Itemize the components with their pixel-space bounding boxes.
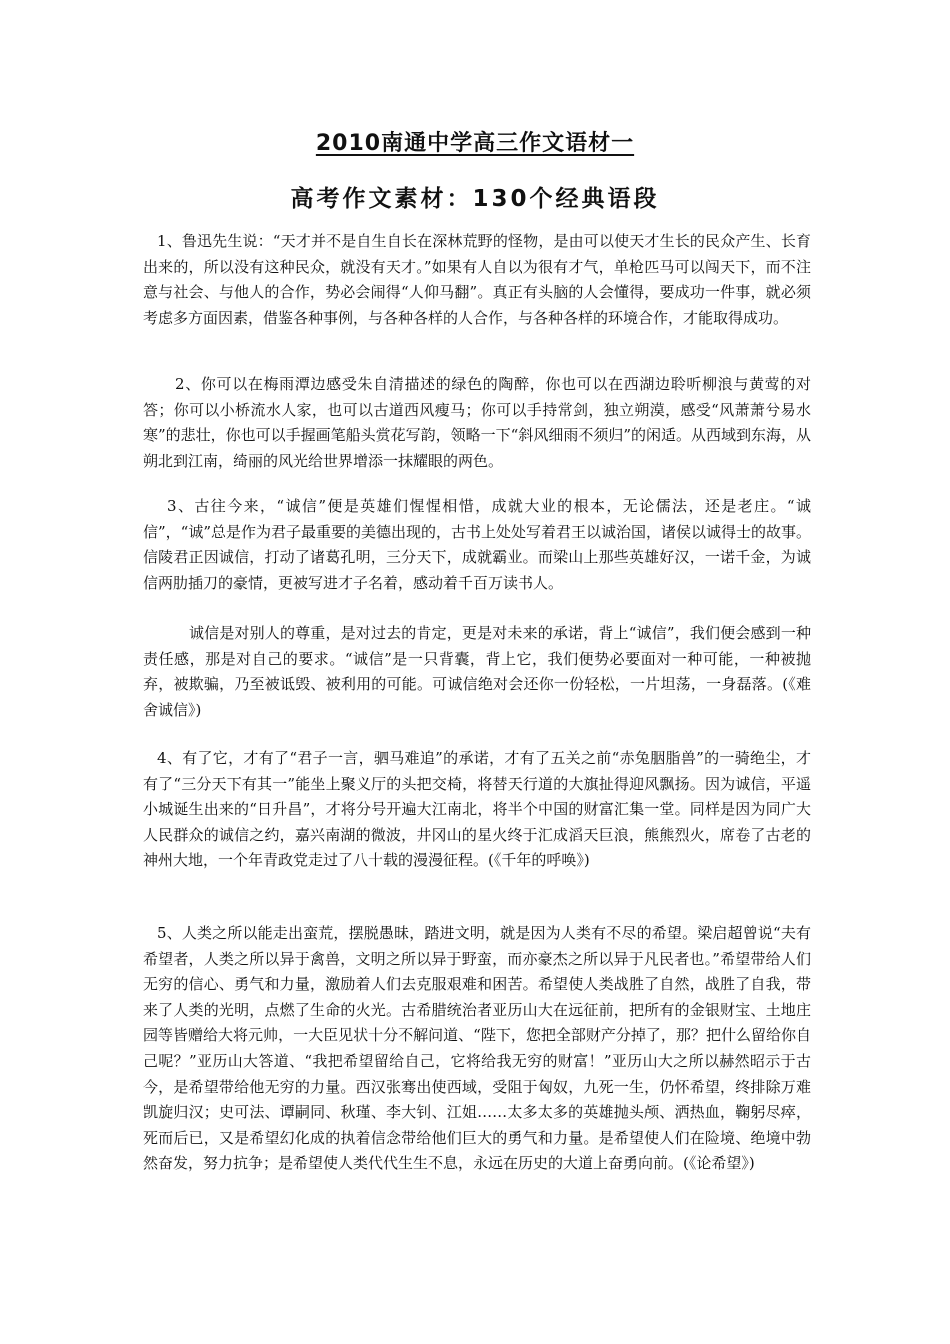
document-title-text: 2010南通中学高三作文语材一 bbox=[315, 131, 635, 156]
paragraph-2: 2、你可以在梅雨潭边感受朱自清描述的绿色的陶醉，你也可以在西湖边聆听柳浪与黄莺的对答；你可以小桥流水人家，也可以古道西风瘦马；你可以手持常剑，独立朔漠，感受“风萧萧兮易水寒”的悲壮，你也可以手握画笔船头赏花写韵，领略一下“斜风细雨不须归”的闲适。从西域到东海，从朔北到江南，绮丽的风光给世界增添一抹耀眼的两色。 bbox=[143, 375, 812, 470]
document-title bbox=[0, 129, 950, 159]
document-subtitle: 高考作文素材：130个经典语段 bbox=[290, 186, 660, 212]
paragraph-3: 3、古往今来，“诚信”便是英雄们惺惺相惜，成就大业的根本，无论儒法，还是老庄。“诚信”，“诚”总是作为君子最重要的美德出现的，古书上处处写着君王以诚治国，诸侯以诚得士的故事。信陵君正因诚信，打动了诸葛孔明，三分天下，成就霸业。而梁山上那些英雄好汉，一诺千金，为诚信两肋插刀的豪情，更被写进才子名着，感动着千百万读书人。 bbox=[143, 497, 812, 592]
paragraph-5: 5、人类之所以能走出蛮荒，摆脱愚昧，踏进文明，就是因为人类有不尽的希望。梁启超曾说“夫有希望者，人类之所以异于禽兽，文明之所以异于野蛮，而亦豪杰之所以异于凡民者也。”希望带给人们无穷的信心、勇气和力量，激励着人们去克服艰难和困苦。希望使人类战胜了自然，战胜了自我，带来了人类的光明，点燃了生命的火光。古希腊统治者亚历山大在远征前，把所有的金银财宝、土地庄园等皆赠给大将元帅，一大臣见状十分不解问道、“陛下，您把全部财产分掉了，那？把什么留给你自己呢？”亚历山大答道、“我把希望留给自己，它将给我无穷的财富！”亚历山大之所以赫然昭示于古今，是希望带给他无穷的力量。西汉张骞出使西域，受阻于匈奴，九死一生，仍怀希望，终排除万难凯旋归汉；史可法、谭嗣同、秋瑾、李大钊、江姐……太多太多的英雄抛头颅、洒热血，鞠躬尽瘁，死而后已，又是希望幻化成的执着信念带给他们巨大的勇气和力量。是希望使人们在险境、绝境中勃然奋发，努力抗争；是希望使人类代代生生不息，永远在历史的大道上奋勇向前。(《论希望》) bbox=[143, 924, 811, 1173]
paragraph-1: 1、鲁迅先生说：“天才并不是自生自长在深林荒野的怪物，是由可以使天才生长的民众产生、长育出来的，所以没有这种民众，就没有天才。”如果有人自以为很有才气，单枪匹马可以闯天下，而不注意与社会、与他人的合作，势必会闹得“人仰马翻”。真正有头脑的人会懂得，要成功一件事，就必须考虑多方面因素，借鉴各种事例，与各种各样的人合作，与各种各样的环境合作，才能取得成功。 bbox=[143, 232, 811, 327]
paragraph-4: 4、有了它，才有了“君子一言，驷马难追”的承诺，才有了五关之前“赤兔胭脂兽”的一骑绝尘，才有了“三分天下有其一”能坐上聚义厅的头把交椅，将替天行道的大旗扯得迎风飘扬。因为诚信，平遥小城诞生出来的“日升昌”，才将分号开遍大江南北，将半个中国的财富汇集一堂。同样是因为同广大人民群众的诚信之约，嘉兴南湖的微波，井冈山的星火终于汇成滔天巨浪，熊熊烈火，席卷了古老的神州大地，一个年青政党走过了八十载的漫漫征程。(《千年的呼唤》) bbox=[143, 749, 811, 870]
paragraph-3-continued: 诚信是对别人的尊重，是对过去的肯定，更是对未来的承诺，背上“诚信”，我们便会感到一种责任感，那是对自己的要求。“诚信”是一只背囊，背上它，我们便势必要面对一种可能，一种被抛弃，被欺骗，乃至被诋毁、被利用的可能。可诚信绝对会还你一份轻松，一片坦荡，一身磊落。(《难舍诚信》) bbox=[143, 624, 811, 719]
